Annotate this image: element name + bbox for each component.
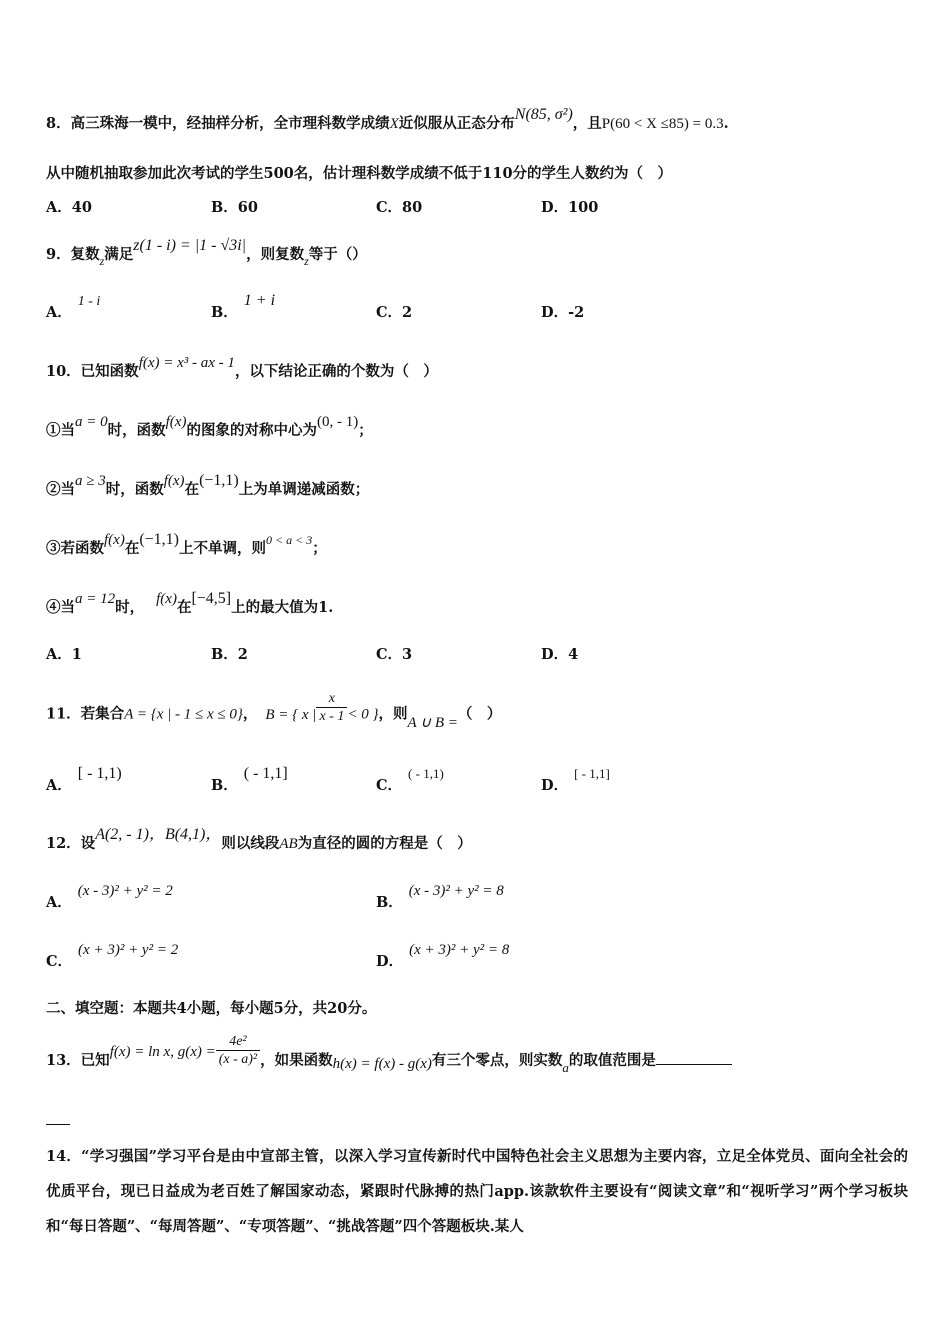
q11-union: A ∪ B = xyxy=(407,714,458,731)
q11-set-b-fraction: $\frac{x}{x - 1}$ xyxy=(316,690,347,725)
q8-option-c: C．80 xyxy=(376,199,423,216)
q12-points: A(2, - 1)，B(4,1)， xyxy=(95,826,222,843)
q9-option-a-math: 1 - i xyxy=(77,294,101,309)
q8-var-x: X xyxy=(389,116,399,132)
q8-distribution: N(85, σ²) xyxy=(514,106,573,123)
q10-text-b: ，以下结论正确的个数为（ ） xyxy=(234,363,438,380)
q8-line1 xyxy=(46,106,910,134)
q9-var-z2: z xyxy=(304,254,309,268)
q10-text-a: 10．已知函数 xyxy=(46,363,139,380)
q9-var-z: z xyxy=(99,254,105,268)
q14-paragraph: 14．“学习强国”学习平台是由中宣部主管，以深入学习宣传新时代中国特色社会主义思想为主要内容，立足全体党员、面向全社会的优质平台，现已日益成为老百姓了解国家动态，紧跟时代脉搏的热门app.该款软件主要设有“阅读文章”和“视听学习”两个学习板块和“每日答题”、“每周答题”、“专项答题”、“挑战答题”四个答题板块.某人 xyxy=(46,1148,908,1235)
q10-line xyxy=(46,355,910,382)
q11-set-a: A = {x | - 1 ≤ x ≤ 0} xyxy=(124,706,243,723)
q13-h-function: h(x) = f(x) - g(x) xyxy=(332,1056,432,1072)
q11-text-a: 11．若集合 xyxy=(46,705,125,723)
q10-statement-1: ①当a = 0时，函数f(x)的图象的对称中心为(0, - 1)； xyxy=(46,414,373,439)
q8-probability: P(60 < X ≤85) = 0.3 xyxy=(601,116,724,132)
q11-set-b-prefix: B = { x | xyxy=(265,706,317,723)
q9-option-d: D．-2 xyxy=(541,304,585,321)
q8-option-a: A．40 xyxy=(46,199,92,216)
q9-text-c: ，则复数 xyxy=(246,246,305,263)
q9-option-b-math: 1 + i xyxy=(243,292,276,309)
q10-option-a: A．1 xyxy=(46,646,82,663)
q12-option-c: C．(x + 3)² + y² = 2 xyxy=(46,942,179,970)
q13-var-a: a xyxy=(562,1060,569,1075)
q13-functions: f(x) = ln x, g(x) = xyxy=(109,1044,216,1060)
q11-option-c: C．( - 1,1) xyxy=(376,766,444,794)
q10-option-b: B．2 xyxy=(211,646,248,663)
q12-option-b: B．(x - 3)² + y² = 8 xyxy=(376,883,504,911)
q11-set-b-suffix: < 0 } xyxy=(347,706,379,723)
q8-text-c: ，且 xyxy=(572,115,602,132)
q11-option-a: A．[ - 1,1) xyxy=(46,765,122,794)
q10-statement-3: ③若函数f(x)在(−1,1)上不单调，则$^{0 < a < 3}$； xyxy=(46,531,327,557)
q9-line xyxy=(46,237,910,268)
q13-line: 13．已知f(x) = ln x, g(x) = $\frac{\text{4e²}}{\text{(x - a)²}}$ ，如果函数h(x) = f(x) - g(x)有三个零点，则实数a的取值范围是 xyxy=(46,1050,910,1071)
q13-answer-blank-continued xyxy=(46,1124,70,1125)
q10-function: f(x) = x³ - ax - 1 xyxy=(138,355,235,371)
q9-text-d: 等于（） xyxy=(308,246,367,263)
q12-option-a: A．(x - 3)² + y² = 2 xyxy=(46,883,173,911)
q12-option-d: D．(x + 3)² + y² = 8 xyxy=(376,942,510,970)
q12-segment: AB xyxy=(279,836,298,852)
q8-option-d: D．100 xyxy=(541,199,599,216)
q9-option-a: A．1 - i xyxy=(46,294,101,321)
q12-text-a: 12．设 xyxy=(46,835,96,852)
q13-fraction: $\frac{\text{4e²}}{\text{(x - a)²}}$ xyxy=(216,1033,260,1068)
q9-option-b: B．1 + i xyxy=(211,292,276,321)
q8-text-end: . xyxy=(723,115,729,132)
q9-option-c: C．2 xyxy=(376,304,413,321)
q11-line: 11．若集合A = {x | - 1 ≤ x ≤ 0}， B = { x | $\frac{x}{x - 1}$ < 0 }，则A ∪ B =（ ） xyxy=(46,691,502,731)
q8-text-b: 近似服从正态分布 xyxy=(398,115,515,132)
q8-line2: 从中随机抽取参加此次考试的学生500名，估计理科数学成绩不低于110分的学生人数约为（ ） xyxy=(46,165,673,182)
q12-line: 12．设A(2, - 1)，B(4,1)，则以线段AB为直径的圆的方程是（ ） xyxy=(46,826,472,852)
q8-option-b: B．60 xyxy=(211,199,258,216)
q8-text-a: 8．高三珠海一模中，经抽样分析，全市理科数学成绩 xyxy=(46,115,390,132)
q10-option-d: D．4 xyxy=(541,646,579,663)
q10-option-c: C．3 xyxy=(376,646,413,663)
q10-statement-2: ②当a ≥ 3时，函数f(x)在(−1,1)上为单调递减函数； xyxy=(46,472,370,498)
section-heading-fill-in: 二、填空题：本题共4小题，每小题5分，共20分。 xyxy=(46,1000,377,1017)
q13-answer-blank[interactable] xyxy=(656,1050,732,1065)
q11-option-b: B．( - 1,1] xyxy=(211,765,288,794)
q9-equation: z(1 - i) = |1 - √3i| xyxy=(133,237,247,254)
q11-option-d: D．[ - 1,1] xyxy=(541,766,610,794)
q9-text-b: 满足 xyxy=(104,246,134,263)
q9-text-a: 9．复数 xyxy=(46,246,100,263)
q13-text-a: 13．已知 xyxy=(46,1052,110,1069)
q10-statement-4: ④当a = 12时， f(x)在[−4,5]上的最大值为1. xyxy=(46,590,334,616)
